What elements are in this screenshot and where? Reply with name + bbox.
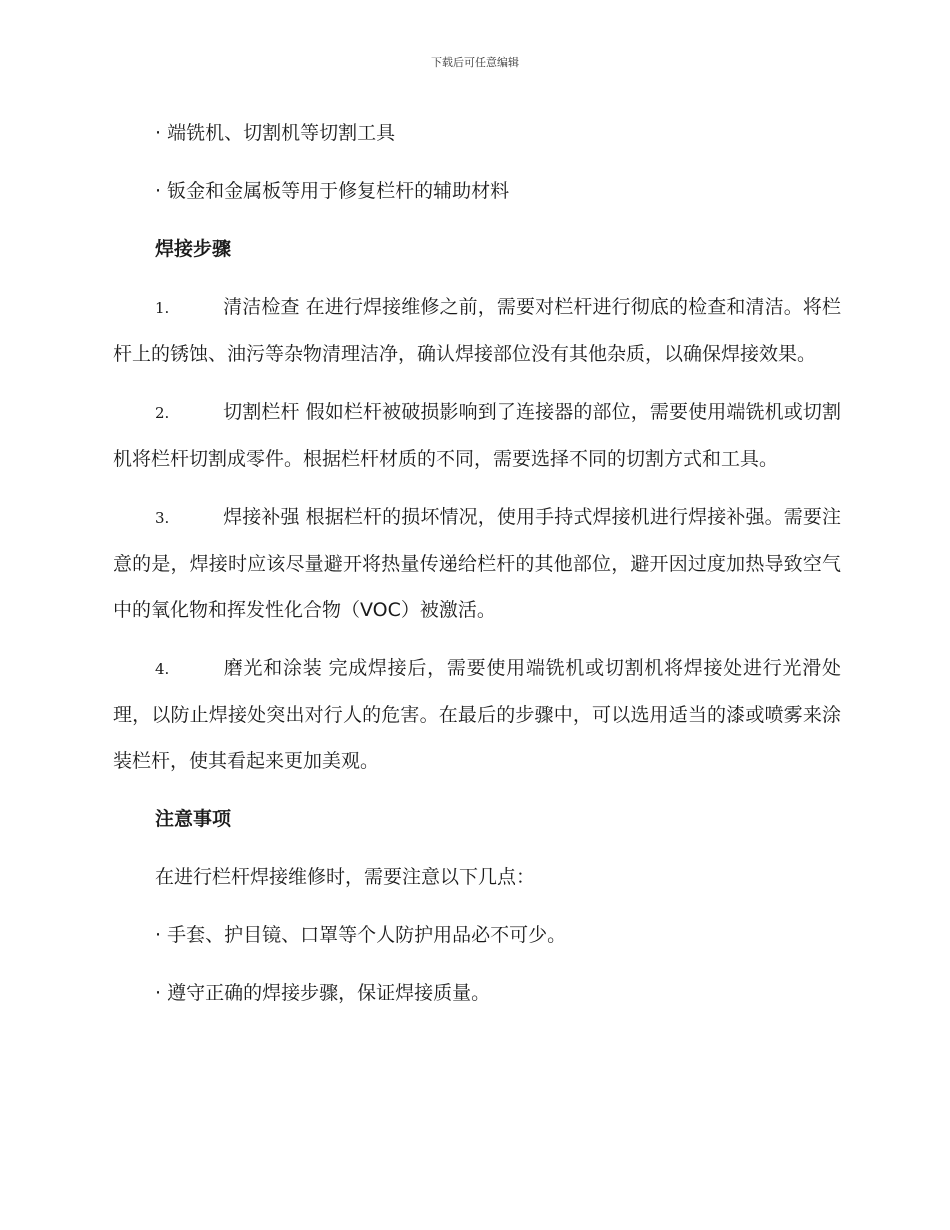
step-4 [113,645,841,784]
step-3-title: 焊接补强 [223,506,300,528]
welding-steps-heading: 焊接步骤 [155,238,232,260]
step-1-number: 1. [155,299,170,317]
step-4-number: 4. [155,660,170,678]
step-4-text: 完成焊接后，需要使用端铣机或切割机将焊接处进行光滑处理，以防止焊接处突出对行人的危害。在最后的步骤中，可以选用适当的漆或喷雾来涂装栏杆，使其看起来更加美观。 [113,657,841,772]
notes-intro: 在进行栏杆焊接维修时，需要注意以下几点： [155,866,536,888]
step-3 [113,494,841,633]
step-1-text: 在进行焊接维修之前，需要对栏杆进行彻底的检查和清洁。将栏杆上的锈蚀、油污等杂物清理洁净，确认焊接部位没有其他杂质，以确保焊接效果。 [113,296,841,365]
document-body [113,110,841,1028]
tools-bullet-2: · 钣金和金属板等用于修复栏杆的辅助材料 [155,180,510,202]
step-2-number: 2. [155,404,170,422]
tools-bullet-1: · 端铣机、切割机等切割工具 [155,122,396,144]
page-header: 下载后可任意编辑 [431,56,519,69]
step-3-number: 3. [155,509,170,527]
step-3-text: 根据栏杆的损坏情况，使用手持式焊接机进行焊接补强。需要注意的是，焊接时应该尽量避开将热量传递给栏杆的其他部位，避开因过度加热导致空气中的氧化物和挥发性化合物（VOC）被激活。 [113,506,841,621]
notes-heading: 注意事项 [155,808,232,830]
step-2-title: 切割栏杆 [223,401,300,423]
notes-bullet-1: · 手套、护目镜、口罩等个人防护用品必不可少。 [155,924,567,946]
step-1-title: 清洁检查 [223,296,300,318]
step-2-text: 假如栏杆被破损影响到了连接器的部位，需要使用端铣机或切割机将栏杆切割成零件。根据栏杆材质的不同，需要选择不同的切割方式和工具。 [113,401,841,470]
step-4-title: 磨光和涂装 [223,657,323,679]
step-2 [113,389,841,482]
notes-bullet-2: · 遵守正确的焊接步骤，保证焊接质量。 [155,982,491,1004]
step-1 [113,284,841,377]
